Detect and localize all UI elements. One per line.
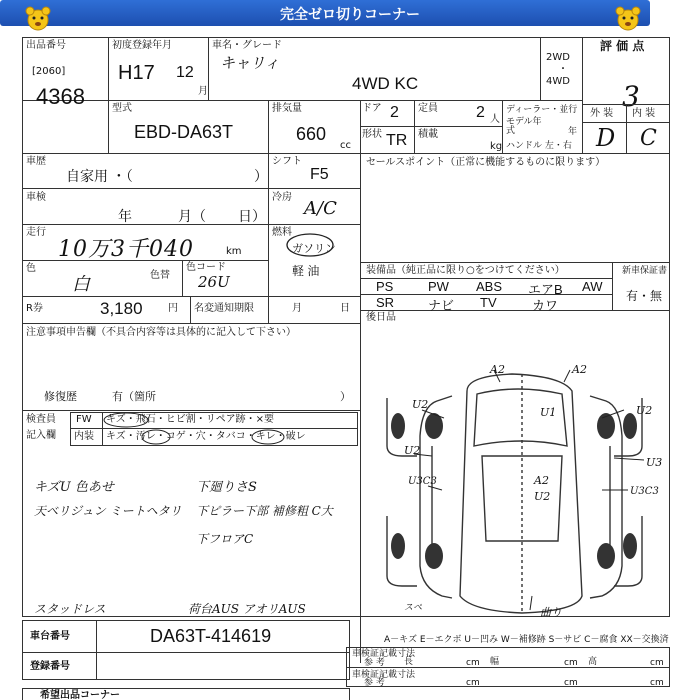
mark-u3c3-left: U3C3 bbox=[408, 476, 437, 487]
equip-abs: ABS bbox=[476, 279, 503, 294]
dims-unit-3: cm bbox=[650, 658, 664, 668]
damage-legend: A－キズ E－エクボ U－凹み W－補修跡 S－サビ C－腐食 XX－交換済 bbox=[384, 635, 669, 645]
note-left-2: 天ベリジュン ミートヘタリ bbox=[34, 504, 182, 518]
lot-label: 出品番号 bbox=[26, 40, 66, 51]
drive-4wd: 4WD bbox=[546, 76, 570, 87]
mark-u2-right: U2 bbox=[636, 404, 653, 417]
shift-value: F5 bbox=[310, 166, 329, 183]
doors-value: 2 bbox=[390, 104, 399, 121]
doors-label: ドア bbox=[362, 103, 382, 114]
note-right-2: 下ピラー下部 補修粗 C大 bbox=[196, 504, 333, 518]
dims-unit-4: cm bbox=[466, 678, 480, 688]
inspection-label: 車検 bbox=[26, 192, 46, 203]
model-year-label: モデル年式 bbox=[506, 117, 542, 136]
drive-2wd: 2WD bbox=[546, 52, 570, 63]
note-left-1: キズU 色あせ bbox=[34, 480, 114, 495]
mileage-label: 走行 bbox=[26, 227, 46, 238]
inspection-day: 日） bbox=[238, 208, 266, 224]
footer-corner-label: 希望出品コーナー bbox=[40, 690, 120, 700]
dims-unit-5: cm bbox=[564, 678, 578, 688]
cc-unit: cc bbox=[340, 140, 351, 151]
mark-u1: U1 bbox=[540, 406, 557, 419]
dims-label-1: 車検証記載寸法 bbox=[352, 649, 416, 659]
caution-label: 注意事項申告欄（不具合内容等は具体的に記入して下さい） bbox=[26, 327, 296, 338]
color-code-label: 色コード bbox=[186, 262, 226, 273]
displacement-label: 排気量 bbox=[272, 103, 302, 114]
km-unit: km bbox=[226, 246, 242, 257]
inspection-month: 月（ bbox=[178, 208, 206, 224]
fw-label: FW bbox=[76, 414, 92, 425]
equip-sr: SR bbox=[376, 295, 395, 310]
fuel-circle-mark bbox=[284, 230, 336, 258]
mark-a2-left: A2 bbox=[490, 363, 505, 376]
notice-month: 月 bbox=[292, 303, 302, 314]
interior-damage-options: キズ・汚レ・コゲ・穴・タバコ・キレ・破レ bbox=[106, 431, 306, 442]
equip-leather: カワ bbox=[532, 298, 559, 313]
inspector-label: 検査員 bbox=[26, 414, 56, 425]
interior-grade: C bbox=[640, 126, 657, 151]
recycle-label: R券 bbox=[26, 303, 43, 314]
equip-navi: ナビ bbox=[428, 298, 455, 313]
repair-history-close: ） bbox=[340, 390, 351, 403]
equip-aw: AW bbox=[582, 279, 603, 294]
shape-value: TR bbox=[386, 132, 408, 149]
aircon-value: A/C bbox=[304, 198, 337, 219]
warranty-label: 新車保証書 bbox=[622, 266, 668, 276]
notice-label: 名変通知期限 bbox=[194, 303, 254, 314]
car-name-label: 車名・グレード bbox=[212, 40, 282, 51]
year-unit: 年 bbox=[568, 127, 578, 137]
fw-damage-options: キズ・飛石・ヒビ割・リペア跡・×要 bbox=[106, 414, 274, 425]
aircon-label: 冷房 bbox=[272, 192, 292, 203]
mark-a2-right: A2 bbox=[572, 363, 587, 376]
history-close: ） bbox=[254, 168, 268, 184]
color-value: 白 bbox=[72, 274, 90, 295]
first-reg-year: H17 bbox=[118, 62, 155, 84]
later-items-label: 後日品 bbox=[366, 312, 396, 323]
fuel-diesel: 軽 油 bbox=[292, 264, 320, 278]
drive-dot: ・ bbox=[558, 64, 568, 75]
mark-u3c3-right: U3C3 bbox=[630, 486, 659, 497]
dims-width: 幅 bbox=[490, 657, 500, 667]
fuel-label: 燃料 bbox=[272, 227, 292, 238]
dealer-label: ディーラー・並行 bbox=[506, 105, 578, 115]
note-right-3: 下フロアC bbox=[196, 532, 254, 546]
dims-ref-1: 参 考 bbox=[364, 658, 385, 668]
car-grade: 4WD KC bbox=[352, 74, 419, 93]
dims-unit-6: cm bbox=[650, 678, 664, 688]
dims-unit-2: cm bbox=[564, 658, 578, 668]
displacement-value: 660 bbox=[296, 124, 327, 144]
notice-day: 日 bbox=[340, 303, 350, 314]
fuel-gasoline: ガソリン bbox=[292, 243, 336, 255]
banner-title: 完全ゼロ切りコーナー bbox=[280, 7, 420, 23]
recycle-value: 3,180 bbox=[100, 299, 143, 318]
shape-label: 形状 bbox=[362, 129, 382, 140]
dims-height: 高 bbox=[588, 657, 598, 667]
bear-mascot-icon bbox=[24, 5, 52, 33]
load-label: 積載 bbox=[418, 129, 438, 140]
note-bottom-right: 荷台AUS アオリAUS bbox=[188, 602, 306, 616]
bear-mascot-icon bbox=[614, 5, 642, 33]
handle-label: ハンドル 左・右 bbox=[506, 141, 572, 151]
notes-entry-label: 記入欄 bbox=[26, 430, 56, 441]
dims-ref-2: 参 考 bbox=[364, 678, 385, 688]
exterior-grade: D bbox=[596, 124, 616, 152]
equip-ps: PS bbox=[376, 279, 394, 294]
car-name: キャリィ bbox=[220, 54, 280, 72]
repair-history-value: 有（箇所 bbox=[112, 390, 156, 403]
capacity-value: 2 bbox=[476, 104, 485, 121]
recycle-unit: 円 bbox=[168, 303, 178, 314]
equip-tv: TV bbox=[480, 295, 497, 310]
mark-a2-center: A2 bbox=[534, 474, 549, 487]
equip-airbag: エアB bbox=[528, 282, 563, 297]
note-bottom-left: スタッドレス bbox=[34, 602, 106, 616]
inspector-circle-marks bbox=[100, 410, 360, 448]
month-unit: 月 bbox=[198, 86, 208, 97]
mark-u2-center: U2 bbox=[534, 490, 551, 503]
mark-u2-left: U2 bbox=[412, 398, 429, 411]
header-banner bbox=[0, 0, 650, 26]
capacity-label: 定員 bbox=[418, 103, 438, 114]
dims-unit-1: cm bbox=[466, 658, 480, 668]
score-label: 評 価 点 bbox=[600, 39, 645, 53]
equipment-label: 装備品（純正品に限り○をつけてください） bbox=[366, 265, 565, 276]
inspection-year: 年 bbox=[118, 208, 132, 224]
first-reg-month: 12 bbox=[176, 64, 194, 81]
warranty-value: 有・無 bbox=[626, 289, 663, 303]
load-unit: kg bbox=[490, 141, 503, 152]
repair-history-label: 修復歴 bbox=[44, 390, 77, 403]
first-reg-label: 初度登録年月 bbox=[112, 40, 172, 51]
interior-row-label: 内装 bbox=[74, 431, 94, 442]
mark-u2-side: U2 bbox=[404, 444, 421, 457]
registration-label: 登録番号 bbox=[30, 661, 70, 672]
capacity-unit: 人 bbox=[490, 114, 500, 125]
lot-sub: [2060] bbox=[32, 66, 66, 77]
note-right-1: 下廻りさS bbox=[196, 480, 257, 495]
score-value: 3 bbox=[622, 80, 640, 113]
mark-spare: スペ bbox=[404, 603, 423, 613]
chassis-number: DA63T-414619 bbox=[150, 626, 272, 646]
chassis-label: 車台番号 bbox=[30, 631, 70, 642]
mark-bent: 曲り bbox=[540, 606, 562, 619]
exterior-label: 外 装 bbox=[590, 108, 614, 119]
history-value: 自家用 ・（ bbox=[66, 168, 133, 184]
dims-length: 長 bbox=[404, 657, 414, 667]
mileage-value: 10万3千040 bbox=[58, 237, 194, 262]
car-damage-diagram bbox=[362, 326, 668, 620]
model-value: EBD-DA63T bbox=[134, 122, 234, 142]
mark-u3: U3 bbox=[646, 456, 663, 469]
color-swap-label: 色替 bbox=[150, 270, 170, 281]
shift-label: シフト bbox=[272, 156, 302, 167]
color-label: 色 bbox=[26, 263, 36, 274]
model-label: 型式 bbox=[112, 103, 132, 114]
history-label: 車歴 bbox=[26, 156, 46, 167]
interior-label: 内 装 bbox=[632, 108, 656, 119]
equip-pw: PW bbox=[428, 279, 449, 294]
sales-point-label: セールスポイント（正常に機能するものに限ります） bbox=[366, 157, 606, 168]
color-code: 26U bbox=[198, 273, 230, 291]
lot-number: 4368 bbox=[36, 84, 85, 109]
dims-label-2: 車検証記載寸法 bbox=[352, 670, 416, 680]
